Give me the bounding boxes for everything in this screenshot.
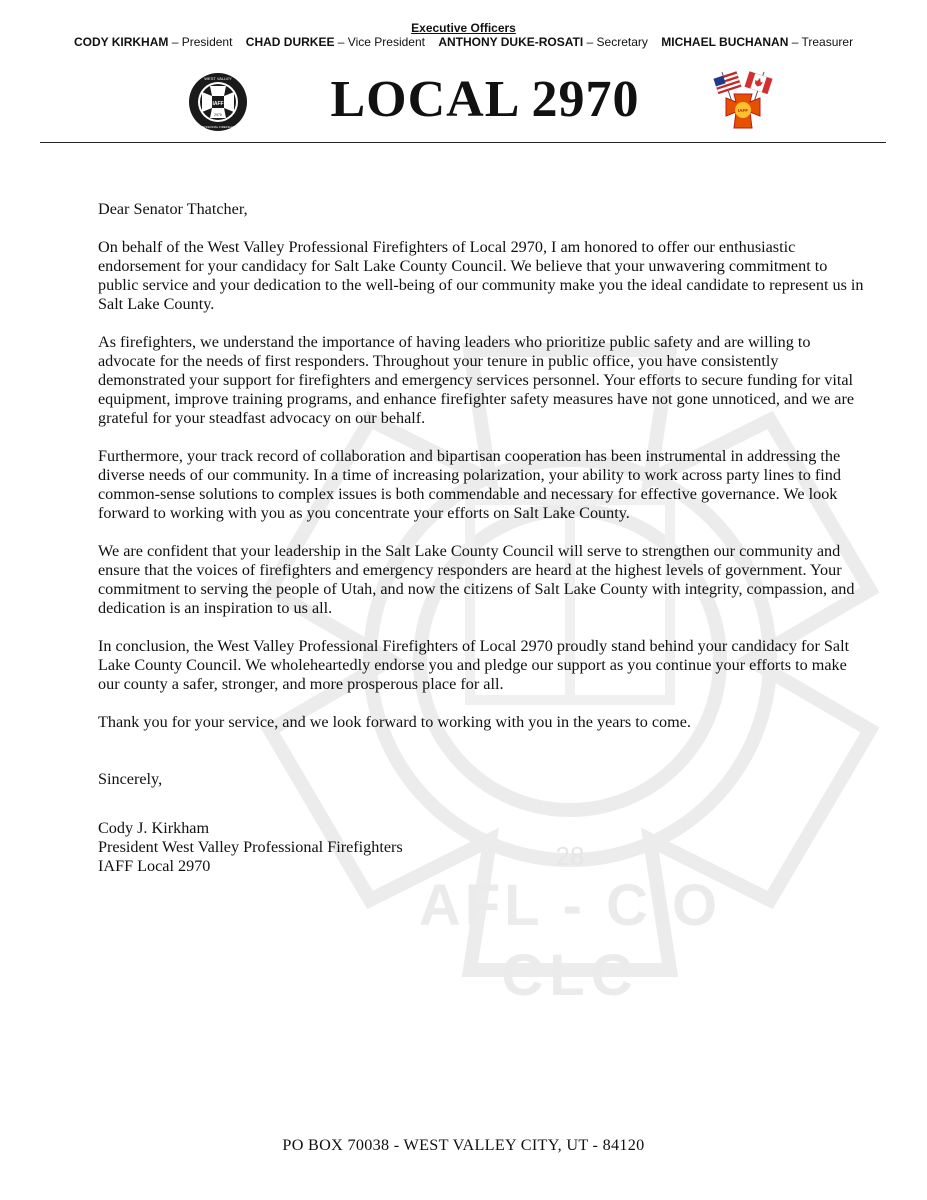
header-divider [40,142,886,143]
signer-name: Cody J. Kirkham [98,819,210,837]
executive-officers-header [0,21,927,50]
seal-top-text: WEST VALLEY [204,76,232,81]
emblem-center-text: IAFF [738,108,748,113]
iaff-flags-emblem-logo [712,68,774,130]
paragraph: Furthermore, your track record of collaboration and bipartisan cooperation has been instrumental in addressing the diverse needs of our community. In a time of increasing polarization, your ability to work across party lines to find common-sense solutions to complex issues is both commendable and necessary for effective governance. We look forward to working with you as you concentrate your efforts on Salt Lake County. [98,447,841,522]
officers-list [0,35,927,50]
officer-name: ANTHONY DUKE-ROSATI [438,35,584,49]
watermark-number: 28 [555,841,585,871]
seal-number-text: 2970 [214,113,222,117]
officer-role: – President [171,35,233,49]
officer-role: – Secretary [586,35,648,49]
officer-name: CODY KIRKHAM [73,35,169,49]
officer-name: MICHAEL BUCHANAN [661,35,789,49]
officer-name: CHAD DURKEE [245,35,335,49]
paragraph: Thank you for your service, and we look forward to working with you in the years to come. [98,713,691,731]
paragraph: We are confident that your leadership in the Salt Lake County Council will serve to strengthen our community and ensure that the voices of firefighters and emergency responders are heard at the highest levels of government. Your commitment to serving the people of Utah, and now the citizens of Salt Lake County with integrity, compassion, and dedication is an inspiration to us all. [98,542,855,617]
local-title: LOCAL 2970 [330,71,640,128]
paragraph: As firefighters, we understand the importance of having leaders who prioritize public safety and are willing to advocate for the needs of first responders. Throughout your tenure in public office, you have consistently demonstrated your support for firefighters and emergency services personnel. Your efforts to secure funding for vital equipment, improve training programs, and enhance firefighter safety measures have not gone unnoticed, and we are grateful for your steadfast advocacy on our behalf. [98,333,855,427]
paragraph: On behalf of the West Valley Professional Firefighters of Local 2970, I am honored to offer our enthusiastic endorsement for your candidacy for Salt Lake County Council. We believe that your unwavering commitment to public service and your dedication to the well-being of our community make you the ideal candidate to represent us in Salt Lake County. [98,238,864,313]
signature-block [98,819,868,876]
signer-title: President West Valley Professional Firefighters [98,838,403,856]
officer-item [246,35,425,49]
officers-title: Executive Officers [411,21,516,35]
watermark-line1: AFL - CIO [418,873,722,938]
closing: Sincerely, [98,770,163,788]
signer-org: IAFF Local 2970 [98,857,211,875]
watermark-line2: CLC [501,943,639,1008]
officer-item [661,35,853,49]
seal-center-text: IAFF [212,101,224,107]
officer-item [74,35,233,49]
seal-bottom-text: PROFESSIONAL FIREFIGHTERS [194,125,242,129]
salutation: Dear Senator Thatcher, [98,200,248,218]
paragraph: In conclusion, the West Valley Professional Firefighters of Local 2970 proudly stand behind your candidacy for Salt Lake County Council. We wholeheartedly endorse you and pledge our support as you continue your efforts to make our county a safer, stronger, and more prosperous place for all. [98,637,850,693]
letter-body [98,200,868,876]
officer-role: – Treasurer [791,35,854,49]
officer-role: – Vice President [337,35,425,49]
officer-item [438,35,648,49]
west-valley-seal-logo [188,72,248,132]
footer-address: PO BOX 70038 - WEST VALLEY CITY, UT - 84120 [282,1136,645,1154]
